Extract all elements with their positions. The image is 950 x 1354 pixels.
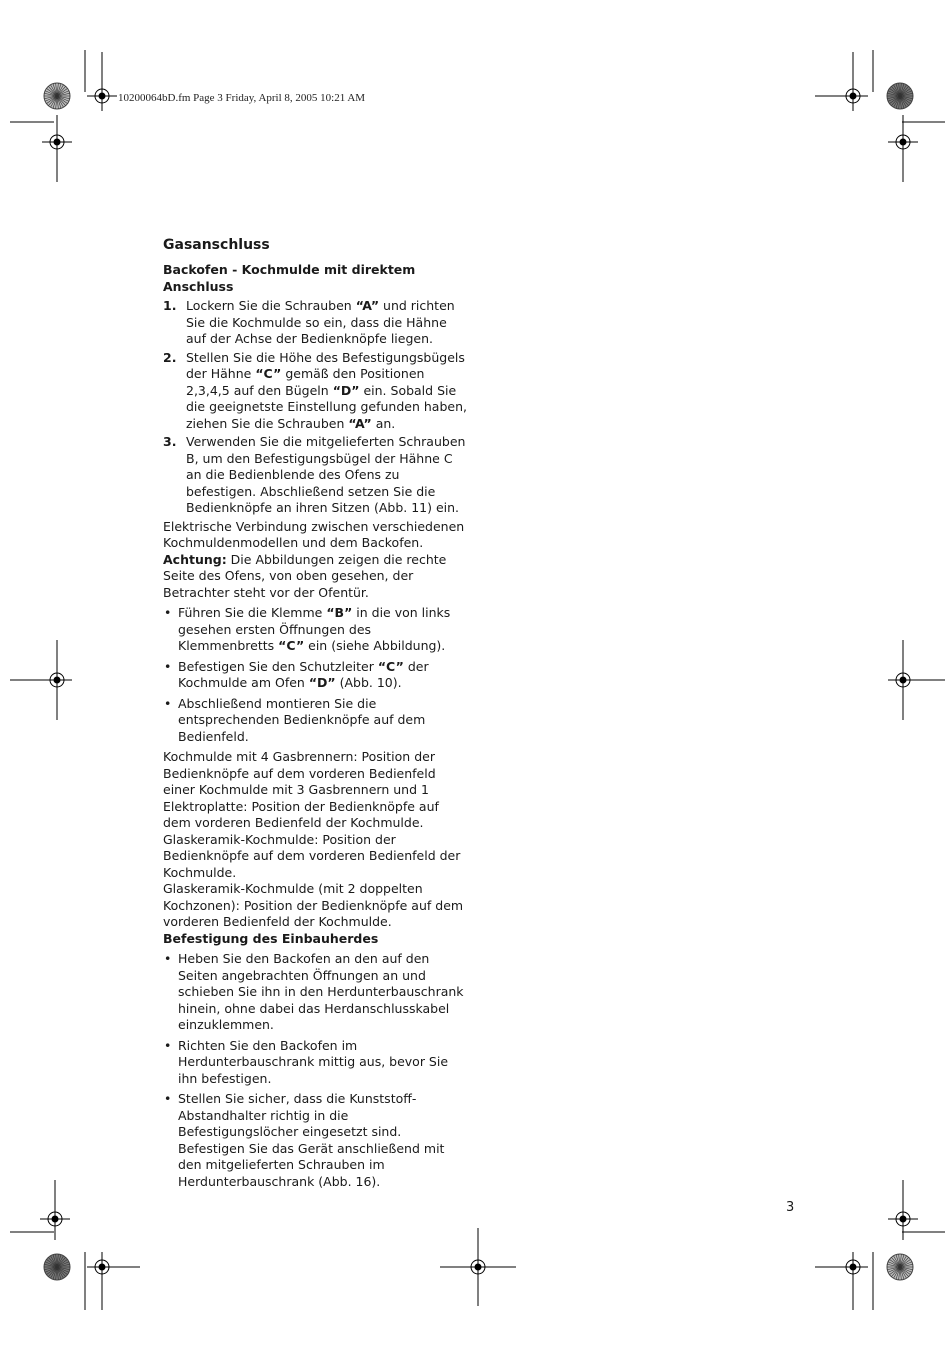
step-text-run: Stellen Sie die Höhe des Befestigungsbügels der Hähne [186, 349, 465, 381]
paragraph-4-burners: Kochmulde mit 4 Gasbrennern: Position der Bedienknöpfe auf dem vorderen Bedienfeld einer Kochmulde mit 3 Gasbrennern und 1 Elektroplatte: Position der Bedienknöpfe auf dem vorderen Bedienfeld der Kochmulde. [163, 749, 439, 830]
bullet-item [163, 951, 468, 1034]
bullet-text-run: Richten Sie den Backofen im Herdunterbauschrank mittig aus, bevor Sie ihn befestigen. [178, 1037, 449, 1086]
bullet-item [163, 696, 468, 746]
bullet-text-run: “D” [308, 675, 336, 690]
bullet-text [178, 1038, 468, 1088]
crosshair-bl-bottom-dot [99, 1264, 106, 1271]
step-text-run: “C” [255, 366, 282, 381]
bullet-item [163, 1091, 468, 1190]
crosshair-tr-top-dot [850, 93, 857, 100]
bullet-text-run: der Kochmulde am Ofen [178, 658, 429, 690]
crosshair-br-bottom-dot [850, 1264, 857, 1271]
step-text [186, 298, 468, 348]
bullet-item [163, 1038, 468, 1088]
crosshair-tl-top-dot [99, 93, 106, 100]
step-text [186, 350, 468, 433]
bullet-text-run: (Abb. 10). [335, 675, 402, 690]
bullet-icon: • [164, 695, 172, 711]
bullet-item [163, 659, 468, 692]
bullet-text-run: Stellen Sie sicher, dass die Kunststoff-Abstandhalter richtig in die Befestigungslöcher eingesetzt sind. Befestigen Sie das Gerät anschließend mit den mitgelieferten Schrauben im Herdunterbauschrank (Abb. 16). [178, 1091, 445, 1189]
step-text-run: Lockern Sie die Schrauben [186, 298, 356, 313]
paragraph-glass-ceramic: Glaskeramik-Kochmulde: Position der Bedienknöpfe auf dem vorderen Bedienfeld der Kochmulde. [163, 831, 461, 880]
bullet-text-run: Befestigen Sie den Schutzleiter [178, 658, 378, 674]
bullet-text-run: in die von links gesehen ersten Öffnungen des Klemmenbretts [178, 605, 451, 653]
numbered-step [163, 298, 468, 348]
bullet-item [163, 605, 468, 655]
bullet-list-installation [163, 951, 468, 1190]
bullet-icon: • [164, 658, 172, 674]
attention-label: Achtung: [163, 551, 227, 567]
main-content [163, 236, 468, 1194]
step-text-run: “A” [355, 298, 380, 313]
step-number: 2. [163, 349, 177, 365]
numbered-step [163, 434, 468, 517]
bullet-icon: • [164, 951, 172, 966]
bullet-text-run: ein (siehe Abbildung). [304, 638, 446, 653]
bullet-text [178, 605, 468, 655]
bullet-text [178, 951, 468, 1034]
step-text-run: ein. Sobald Sie die geeignetste Einstellung gefunden haben, ziehen Sie die Schrauben [186, 382, 467, 431]
step-text-run: und richten Sie die Kochmulde so ein, dass die Hähne auf der Achse der Bedienknöpfe liegen. [186, 298, 455, 346]
bullet-text [178, 1091, 468, 1190]
step-text-run: “D” [332, 382, 360, 398]
subheading-direct-connection: Backofen - Kochmulde mit direktem Anschluss [163, 262, 416, 294]
bullet-list-connection [163, 605, 468, 745]
step-text-run: gemäß den Positionen 2,3,4,5 auf den Bügeln [186, 366, 425, 398]
step-number: 1. [163, 298, 177, 313]
page-number: 3 [786, 1200, 795, 1215]
bullet-text-run: Führen Sie die Klemme [178, 605, 327, 620]
attention-text: Die Abbildungen zeigen die rechte Seite des Ofens, von oben gesehen, der Betrachter steht vor der Ofentür. [163, 551, 447, 600]
step-number: 3. [163, 434, 177, 449]
print-header: 10200064bD.fm Page 3 Friday, April 8, 2005 10:21 AM [118, 92, 366, 104]
numbered-step [163, 350, 468, 433]
step-text [186, 434, 468, 517]
subheading-installation: Befestigung des Einbauherdes [163, 930, 379, 946]
electrical-intro: Elektrische Verbindung zwischen verschiedenen Kochmuldenmodellen und dem Backofen. [163, 518, 465, 550]
step-text-run: Verwenden Sie die mitgelieferten Schrauben B, um den Befestigungsbügel der Hähne C an die Bedienblende des Ofens zu befestigen. Abschließend setzen Sie die Bedienknöpfe an ihren Sitzen (Abb. 11) ein. [186, 434, 466, 515]
section-title: Gasanschluss [163, 237, 270, 253]
bullet-text-run: Abschließend montieren Sie die entsprechenden Bedienknöpfe auf dem Bedienfeld. [178, 695, 426, 744]
bullet-text-run: “C” [377, 658, 404, 674]
bullet-icon: • [164, 1091, 172, 1106]
step-text-run: “A” [348, 415, 372, 431]
step-text-run: an. [371, 415, 396, 431]
bullet-icon: • [164, 1037, 172, 1053]
numbered-steps [163, 298, 468, 517]
bullet-icon: • [164, 605, 172, 620]
bullet-text-run: “C” [278, 638, 305, 653]
attention-note [163, 552, 468, 602]
bullet-text-run: “B” [326, 605, 353, 620]
paragraph-glass-ceramic-double: Glaskeramik-Kochmulde (mit 2 doppelten Kochzonen): Position der Bedienknöpfe auf dem vorderen Bedienfeld der Kochmulde. [163, 881, 464, 929]
bullet-text [178, 659, 468, 692]
bullet-text-run: Heben Sie den Backofen an den auf den Seiten angebrachten Öffnungen an und schieben Sie ihn in den Herdunterbauschrank hinein, ohne dabei das Herdanschlusskabel einzuklemmen. [178, 951, 464, 1032]
bullet-text [178, 696, 468, 746]
